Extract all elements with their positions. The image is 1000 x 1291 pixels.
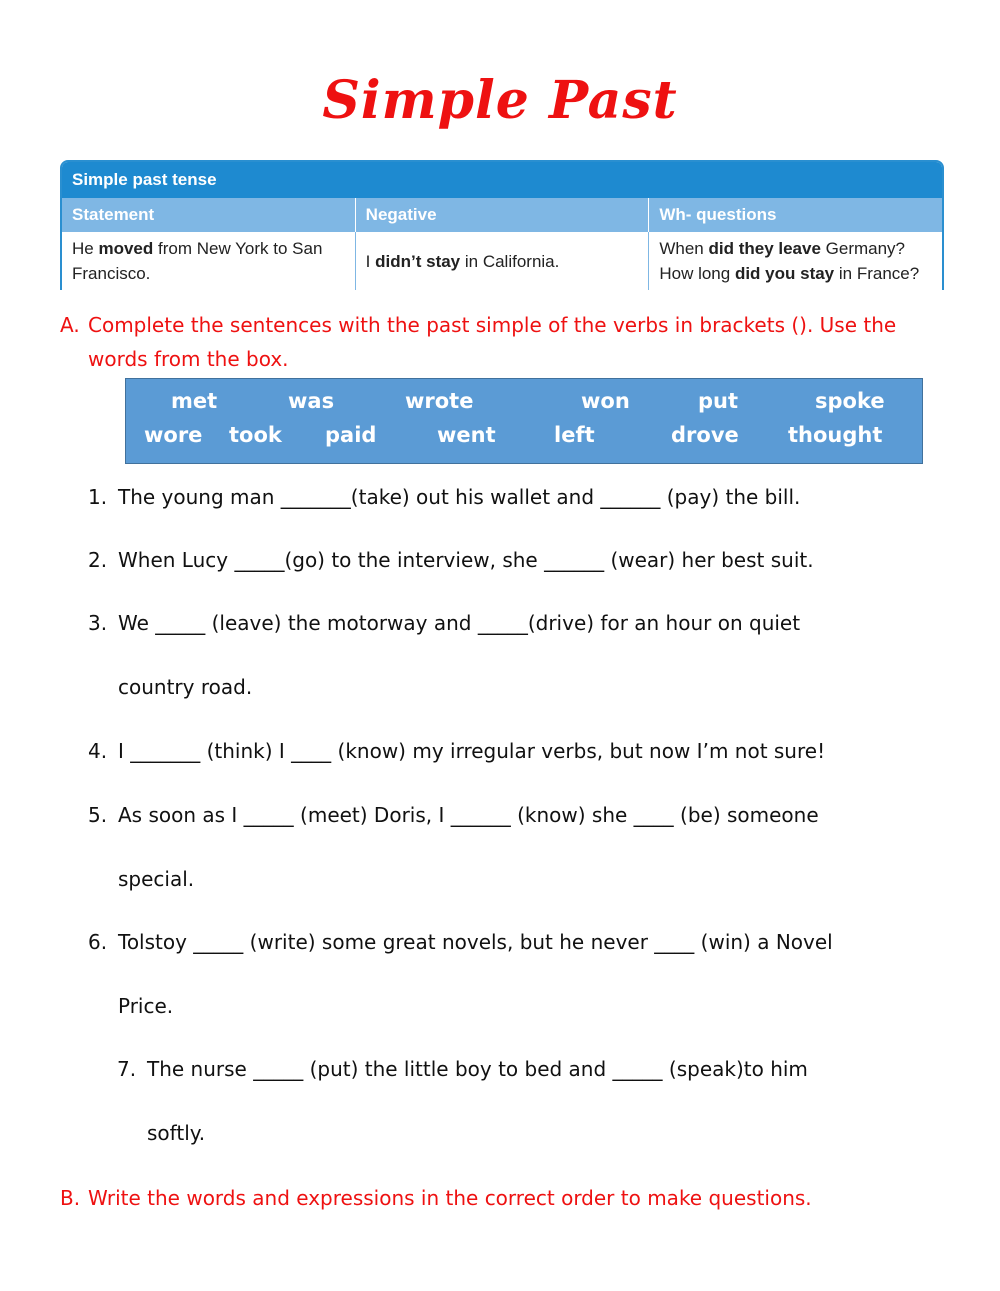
grammar-table-heading: Simple past tense bbox=[62, 162, 942, 198]
question-1: When did they leave Germany? bbox=[659, 239, 906, 258]
cell-negative bbox=[356, 232, 650, 290]
grammar-table bbox=[60, 160, 944, 290]
cell-wh-questions bbox=[649, 232, 942, 290]
word-paid: paid bbox=[325, 423, 377, 447]
word-left: left bbox=[554, 423, 595, 447]
statement-text: He moved from New York to San Francisco. bbox=[72, 239, 323, 283]
word-put: put bbox=[698, 389, 739, 413]
section-b-text: Write the words and expressions in the correct order to make questions. bbox=[88, 1186, 812, 1210]
word-was: was bbox=[288, 389, 335, 413]
section-b-label: B. bbox=[60, 1186, 81, 1210]
section-b-instruction bbox=[60, 1181, 960, 1215]
word-box bbox=[125, 378, 923, 464]
word-went: went bbox=[437, 423, 496, 447]
word-took: took bbox=[229, 423, 282, 447]
grammar-table-columns bbox=[62, 198, 942, 232]
page-title: Simple Past bbox=[322, 70, 678, 131]
word-wore: wore bbox=[144, 423, 203, 447]
column-wh-questions: Wh- questions bbox=[659, 205, 777, 224]
section-a-instruction bbox=[60, 308, 960, 376]
word-met: met bbox=[171, 389, 218, 413]
section-a-label: A. bbox=[60, 313, 80, 337]
question-2: How long did you stay in France? bbox=[659, 264, 920, 283]
word-thought: thought bbox=[788, 423, 883, 447]
word-won: won bbox=[581, 389, 630, 413]
negative-text: I didn’t stay in California. bbox=[365, 251, 560, 271]
word-drove: drove bbox=[671, 423, 739, 447]
word-spoke: spoke bbox=[815, 389, 885, 413]
cell-statement bbox=[62, 232, 356, 290]
grammar-table-body bbox=[62, 232, 942, 290]
column-statement: Statement bbox=[62, 198, 356, 232]
word-wrote: wrote bbox=[405, 389, 474, 413]
column-negative: Negative bbox=[356, 198, 650, 232]
section-a-text: Complete the sentences with the past simple of the verbs in brackets (). Use the words from the box. bbox=[88, 313, 897, 371]
